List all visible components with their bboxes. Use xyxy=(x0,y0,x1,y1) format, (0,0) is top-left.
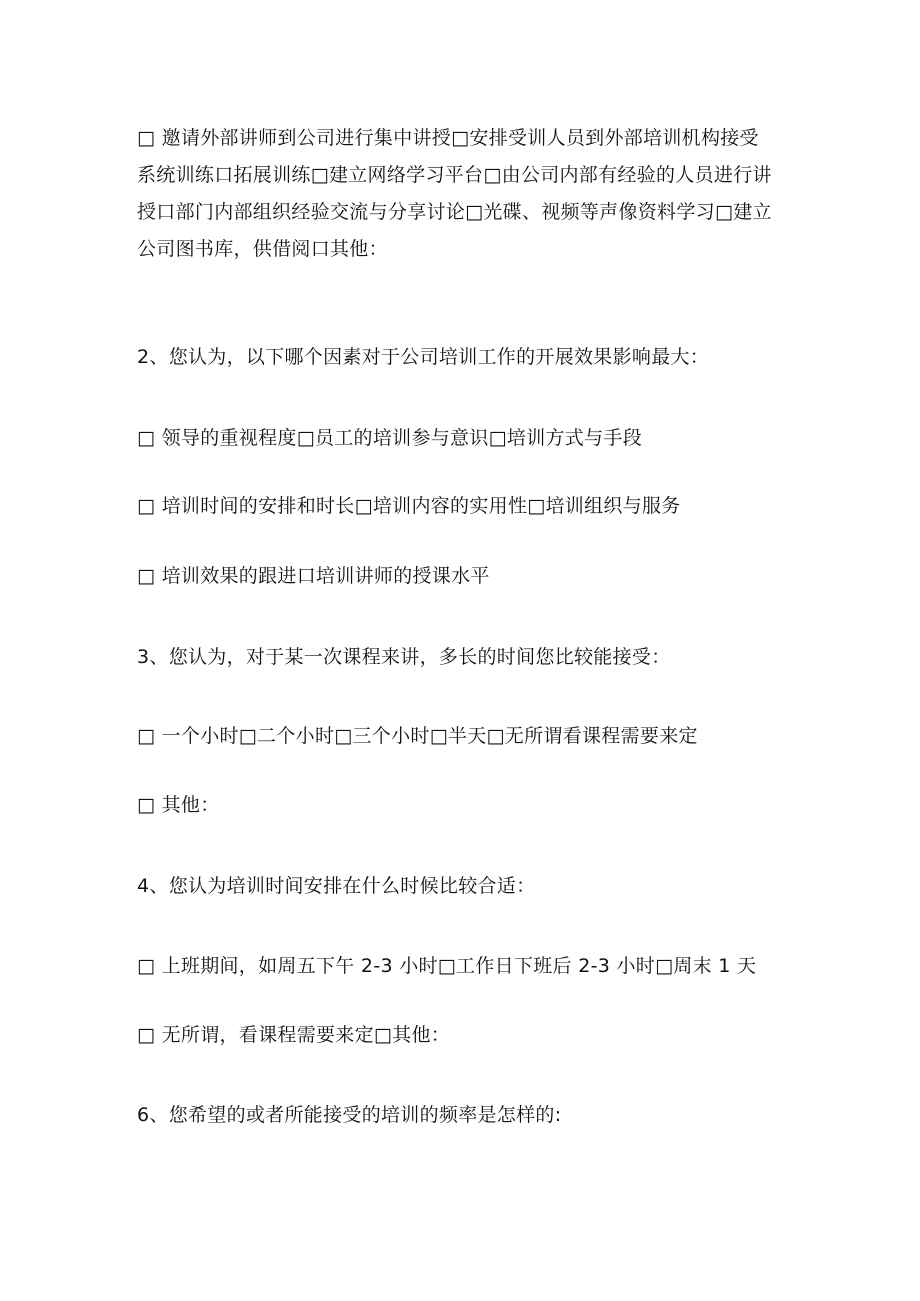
option-line: □ 上班期间，如周五下午 2-3 小时□工作日下班后 2-3 小时□周末 1 天 xyxy=(137,955,757,977)
text-line: 系统训练口拓展训练□建立网络学习平台□由公司内部有经验的人员进行讲 xyxy=(137,164,772,186)
text-line: 公司图书库，供借阅口其他： xyxy=(137,238,388,260)
question-4: 4、您认为培训时间安排在什么时候比较合适： xyxy=(137,875,536,897)
question-3: 3、您认为，对于某一次课程来讲，多长的时间您比较能接受： xyxy=(137,646,671,668)
option-line: □ 领导的重视程度□员工的培训参与意识□培训方式与手段 xyxy=(137,427,642,449)
option-line: □ 一个小时□二个小时□三个小时□半天□无所谓看课程需要来定 xyxy=(137,725,698,747)
question-2: 2、您认为，以下哪个因素对于公司培训工作的开展效果影响最大： xyxy=(137,346,710,368)
option-line: □ 培训效果的跟进口培训讲师的授课水平 xyxy=(137,565,490,587)
option-line: □ 无所谓，看课程需要来定□其他： xyxy=(137,1024,451,1046)
option-line: □ 培训时间的安排和时长□培训内容的实用性□培训组织与服务 xyxy=(137,495,681,517)
text-line: □ 邀请外部讲师到公司进行集中讲授□安排受训人员到外部培训机构接受 xyxy=(137,127,759,149)
option-line: □ 其他： xyxy=(137,794,220,816)
question-6: 6、您希望的或者所能接受的培训的频率是怎样的: xyxy=(137,1104,562,1126)
paragraph-training-methods xyxy=(137,120,787,268)
text-line: 授口部门内部组织经验交流与分享讨论□光碟、视频等声像资料学习□建立 xyxy=(137,201,772,223)
